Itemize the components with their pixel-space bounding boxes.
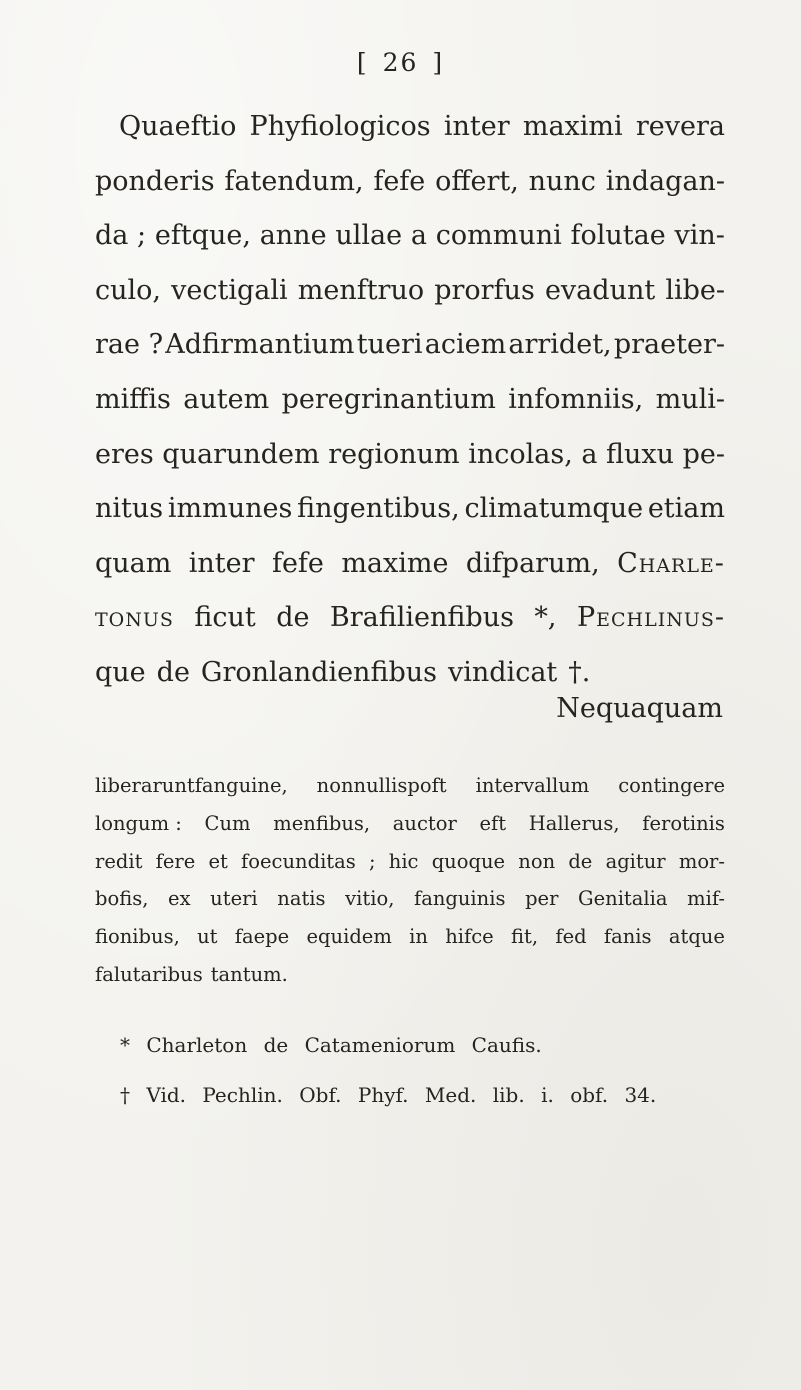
word: ut — [197, 925, 218, 949]
author-name: tonus — [95, 602, 174, 634]
word: fit, — [511, 925, 539, 949]
word: aciem — [424, 329, 507, 361]
word: regionum — [328, 438, 460, 470]
word: inter — [443, 111, 510, 142]
word: eftque, — [154, 220, 251, 252]
word: hifce — [445, 925, 494, 949]
word: da ; — [95, 220, 147, 252]
word: Vid. — [146, 1083, 187, 1107]
word: pe- — [682, 438, 725, 470]
word: ponderis — [95, 165, 215, 197]
word: Phyf. — [357, 1083, 409, 1107]
word: Catameniorum — [304, 1033, 456, 1057]
word: de — [263, 1033, 289, 1057]
word: inter — [188, 547, 255, 579]
word: redit — [95, 849, 143, 873]
word: Genitalia — [578, 887, 668, 911]
word: eft — [479, 811, 507, 835]
word: falutaribus — [95, 962, 203, 986]
word: menftruo — [297, 274, 425, 306]
page-header — [0, 48, 801, 77]
author-name: Pechlinus- — [576, 602, 725, 634]
word: liberaruntfanguine, — [95, 774, 288, 797]
word: a — [410, 220, 427, 252]
word: anne — [259, 220, 327, 252]
word: fere — [155, 849, 196, 873]
word: in — [409, 925, 428, 949]
word: rae ? — [95, 329, 164, 361]
word: natis — [277, 887, 326, 911]
word: hic — [388, 849, 419, 873]
word: 34. — [624, 1083, 657, 1107]
word: fingentibus, — [297, 493, 460, 525]
word: Pechlin. — [202, 1083, 283, 1107]
bracket-left: [ — [356, 48, 369, 77]
word: mor- — [678, 849, 725, 873]
word: ullae — [335, 220, 403, 252]
word: Brafilienfibus — [329, 602, 514, 634]
word: peregrinantium — [281, 383, 496, 415]
word: a — [581, 438, 598, 470]
word: Charleton — [146, 1033, 248, 1057]
footnote-marker: * — [120, 1033, 130, 1057]
footnote-mark: †. — [568, 656, 591, 688]
footnote-continuation — [95, 767, 725, 994]
footnote-marker: † — [120, 1083, 130, 1107]
word: Obf. — [299, 1083, 342, 1107]
main-paragraph — [95, 100, 725, 701]
word: incolas, — [468, 438, 573, 470]
word: fanguinis — [413, 887, 506, 911]
word: lib. — [492, 1083, 525, 1107]
word: quarundem — [162, 438, 320, 470]
word: faepe — [234, 925, 290, 949]
text-line — [95, 209, 725, 264]
word: evadunt — [544, 274, 656, 306]
word: Quaeftio — [119, 111, 237, 142]
word: libe- — [665, 274, 725, 306]
word: ferotinis — [642, 811, 725, 835]
word: folutae — [570, 220, 666, 252]
footnote-line — [95, 805, 725, 843]
word: menfibus, — [273, 811, 371, 835]
word: Gronlandienfibus — [200, 656, 437, 688]
word: Adfirmantium — [165, 329, 355, 361]
word: mif- — [687, 887, 725, 911]
word: de — [156, 656, 190, 688]
word: fionibus, — [95, 925, 180, 949]
word: eres — [95, 438, 154, 470]
word: i. — [541, 1083, 554, 1107]
word: contingere — [618, 774, 725, 797]
word: nitus — [95, 493, 164, 525]
footnote-line — [95, 918, 725, 956]
word: offert, — [435, 165, 519, 197]
word: quoque — [431, 849, 506, 873]
word: praeter- — [613, 329, 725, 361]
word: fed — [555, 925, 587, 949]
word: uteri — [210, 887, 258, 911]
word: de — [568, 849, 593, 873]
word: prorfus — [434, 274, 535, 306]
word: tueri — [356, 329, 423, 361]
word: intervallum — [475, 774, 590, 797]
word: atque — [668, 925, 725, 949]
author-name: Charle- — [617, 547, 725, 579]
text-line — [95, 318, 725, 373]
page-number: 26 — [382, 48, 419, 77]
footnote-pechlin — [120, 1080, 666, 1110]
word: difparum, — [465, 547, 600, 579]
word: ; — [368, 849, 376, 873]
word: culo, — [95, 274, 161, 306]
word: fatendum, — [224, 165, 364, 197]
word: vindicat — [448, 656, 558, 688]
word: bofis, — [95, 887, 149, 911]
footnote-line — [95, 843, 725, 881]
word: fluxu — [606, 438, 675, 470]
word: vitio, — [345, 887, 395, 911]
text-line — [95, 482, 725, 537]
word: autem — [183, 383, 270, 415]
word: Med. — [424, 1083, 477, 1107]
footnote-line — [95, 880, 725, 918]
text-line — [95, 264, 725, 319]
footnote-line — [95, 956, 725, 994]
text-line — [95, 428, 725, 483]
text-line — [95, 155, 725, 210]
word: de — [276, 602, 310, 634]
word: revera — [635, 111, 725, 142]
footnote-line — [95, 767, 725, 805]
text-line — [95, 537, 725, 592]
word: et — [208, 849, 228, 873]
word: auctor — [392, 811, 457, 835]
text-line — [95, 373, 725, 428]
word: immunes — [167, 493, 293, 525]
word: Cum — [204, 811, 251, 835]
footnote-mark: *, — [534, 602, 557, 634]
word: quam — [95, 547, 172, 579]
word: etiam — [647, 493, 725, 525]
word: climatumque — [464, 493, 644, 525]
word: ex — [168, 887, 191, 911]
footnote-charleton — [120, 1030, 552, 1060]
text-line — [95, 100, 725, 155]
word: vectigali — [171, 274, 288, 306]
word: communi — [435, 220, 562, 252]
word: equidem — [306, 925, 392, 949]
word: infomniis, — [508, 383, 644, 415]
text-line — [95, 591, 725, 646]
catchword: Nequaquam — [556, 693, 723, 724]
word: Caufis. — [471, 1033, 542, 1057]
word: nunc — [528, 165, 596, 197]
word: fefe — [373, 165, 426, 197]
word: maxime — [341, 547, 449, 579]
word: agitur — [605, 849, 666, 873]
word: fanis — [603, 925, 652, 949]
word: Phyfiologicos — [249, 111, 431, 142]
word: arridet, — [508, 329, 612, 361]
word: Hallerus, — [528, 811, 620, 835]
word: que — [95, 656, 146, 688]
word: vin- — [674, 220, 725, 252]
word: indagan- — [605, 165, 725, 197]
word: non — [518, 849, 556, 873]
word: muli- — [655, 383, 725, 415]
word: miffis — [95, 383, 171, 415]
word: maximi — [522, 111, 623, 142]
word: ficut — [194, 602, 256, 634]
word: per — [525, 887, 559, 911]
word: longum : — [95, 811, 182, 835]
word: tantum. — [210, 962, 288, 986]
word: nonnullispoft — [316, 774, 447, 797]
bracket-right: ] — [432, 48, 445, 77]
word: foecunditas — [241, 849, 356, 873]
word: obf. — [570, 1083, 609, 1107]
word: fefe — [271, 547, 324, 579]
